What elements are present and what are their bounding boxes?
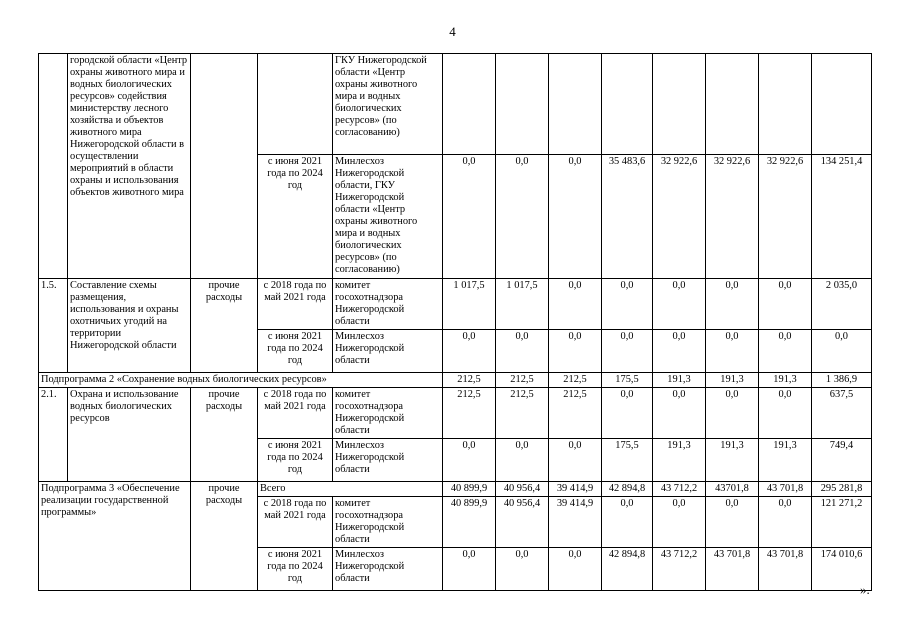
value-2020: 212,5 xyxy=(549,388,602,439)
program-table xyxy=(38,53,872,591)
value-2019: 0,0 xyxy=(496,330,549,373)
value-total: 1 386,9 xyxy=(812,373,872,388)
table-row xyxy=(39,482,872,497)
value-2020: 0,0 xyxy=(549,155,602,279)
period: с июня 2021 года по 2024 год xyxy=(258,330,333,373)
value-2018: 212,5 xyxy=(443,373,496,388)
executor: Минлесхоз Нижегородской области xyxy=(333,548,443,591)
value-2022: 43 712,2 xyxy=(653,482,706,497)
value-2020: 39 414,9 xyxy=(549,497,602,548)
subprogram-2-title: Подпрограмма 2 «Сохранение водных биологических ресурсов» xyxy=(39,373,443,388)
value-total: 749,4 xyxy=(812,439,872,482)
value-2024: 43 701,8 xyxy=(759,482,812,497)
executor: комитет госохотнадзора Нижегородской области xyxy=(333,279,443,330)
value-total: 637,5 xyxy=(812,388,872,439)
value-2023: 191,3 xyxy=(706,439,759,482)
value-2018: 0,0 xyxy=(443,155,496,279)
value-2020: 0,0 xyxy=(549,548,602,591)
value-total: 0,0 xyxy=(812,330,872,373)
period: с 2018 года по май 2021 года xyxy=(258,388,333,439)
value-total: 2 035,0 xyxy=(812,279,872,330)
value-2019: 40 956,4 xyxy=(496,482,549,497)
value-2018 xyxy=(443,54,496,155)
value-2018: 0,0 xyxy=(443,439,496,482)
value-2024 xyxy=(759,54,812,155)
table-row xyxy=(39,54,872,155)
value-2024: 0,0 xyxy=(759,388,812,439)
value-2023: 0,0 xyxy=(706,497,759,548)
value-2018: 40 899,9 xyxy=(443,482,496,497)
value-2020: 39 414,9 xyxy=(549,482,602,497)
table-row xyxy=(39,279,872,330)
value-2019: 212,5 xyxy=(496,373,549,388)
period: с 2018 года по май 2021 года xyxy=(258,279,333,330)
row-number: 1.5. xyxy=(39,279,68,373)
executor: Минлесхоз Нижегородской области xyxy=(333,330,443,373)
value-2018: 1 017,5 xyxy=(443,279,496,330)
value-2024: 0,0 xyxy=(759,279,812,330)
value-2024: 191,3 xyxy=(759,439,812,482)
value-2022: 191,3 xyxy=(653,373,706,388)
value-2021 xyxy=(602,54,653,155)
value-2024: 191,3 xyxy=(759,373,812,388)
value-2021: 0,0 xyxy=(602,497,653,548)
expense-type: прочие расходы xyxy=(191,482,258,591)
event-name: городской области «Центр охраны животного мира и водных биологических ресурсов» содействия министерству лесного хозяйства и объектов животного мира Нижегородской области в осуществлении мероприятий в области охраны и использования объектов животного мира xyxy=(68,54,191,279)
period: с 2018 года по май 2021 года xyxy=(258,497,333,548)
value-2018: 212,5 xyxy=(443,388,496,439)
value-2022: 191,3 xyxy=(653,439,706,482)
value-2022: 0,0 xyxy=(653,497,706,548)
value-2022: 0,0 xyxy=(653,330,706,373)
page-number: 4 xyxy=(449,24,456,39)
value-2023: 43 701,8 xyxy=(706,548,759,591)
value-2019: 0,0 xyxy=(496,439,549,482)
value-2019: 1 017,5 xyxy=(496,279,549,330)
executor: Минлесхоз Нижегородской области xyxy=(333,439,443,482)
closing-quote-mark: ». xyxy=(860,582,870,597)
value-2023: 43701,8 xyxy=(706,482,759,497)
row-number: 2.1. xyxy=(39,388,68,482)
value-total: 174 010,6 xyxy=(812,548,872,591)
value-2024: 0,0 xyxy=(759,330,812,373)
value-2021: 175,5 xyxy=(602,373,653,388)
value-2022 xyxy=(653,54,706,155)
row-number xyxy=(39,54,68,279)
value-total: 121 271,2 xyxy=(812,497,872,548)
period: с июня 2021 года по 2024 год xyxy=(258,155,333,279)
value-2020: 0,0 xyxy=(549,330,602,373)
value-2022: 0,0 xyxy=(653,388,706,439)
value-2018: 0,0 xyxy=(443,548,496,591)
value-2021: 42 894,8 xyxy=(602,548,653,591)
value-2019: 0,0 xyxy=(496,155,549,279)
value-2022: 32 922,6 xyxy=(653,155,706,279)
event-name: Охрана и использование водных биологических ресурсов xyxy=(68,388,191,482)
value-2020: 0,0 xyxy=(549,439,602,482)
value-2024: 43 701,8 xyxy=(759,548,812,591)
value-2021: 35 483,6 xyxy=(602,155,653,279)
expense-type xyxy=(191,54,258,279)
value-2021: 42 894,8 xyxy=(602,482,653,497)
subprogram-3-title: Подпрограмма 3 «Обеспечение реализации государственной программы» xyxy=(39,482,191,591)
value-2022: 43 712,2 xyxy=(653,548,706,591)
period: с июня 2021 года по 2024 год xyxy=(258,548,333,591)
event-name: Составление схемы размещения, использования и охраны охотничьих угодий на территории Нижегородской области xyxy=(68,279,191,373)
table-row xyxy=(39,388,872,439)
value-total: 295 281,8 xyxy=(812,482,872,497)
expense-type: прочие расходы xyxy=(191,279,258,373)
expense-type: прочие расходы xyxy=(191,388,258,482)
period: с июня 2021 года по 2024 год xyxy=(258,439,333,482)
value-2023 xyxy=(706,54,759,155)
value-total xyxy=(812,54,872,155)
value-2022: 0,0 xyxy=(653,279,706,330)
value-2019: 212,5 xyxy=(496,388,549,439)
value-2019: 0,0 xyxy=(496,548,549,591)
value-2023: 0,0 xyxy=(706,388,759,439)
value-2023: 191,3 xyxy=(706,373,759,388)
executor: Минлесхоз Нижегородской области, ГКУ Нижегородской области «Центр охраны животного мира и водных биологических ресурсов» (по согласованию) xyxy=(333,155,443,279)
executor: ГКУ Нижегородской области «Центр охраны животного мира и водных биологических ресурсов» (по согласованию) xyxy=(333,54,443,155)
value-2018: 0,0 xyxy=(443,330,496,373)
table-row xyxy=(39,373,872,388)
value-2021: 0,0 xyxy=(602,279,653,330)
executor: комитет госохотнадзора Нижегородской области xyxy=(333,497,443,548)
value-2021: 175,5 xyxy=(602,439,653,482)
value-2023: 0,0 xyxy=(706,330,759,373)
value-2020 xyxy=(549,54,602,155)
period xyxy=(258,54,333,155)
value-2023: 0,0 xyxy=(706,279,759,330)
value-2024: 0,0 xyxy=(759,497,812,548)
value-2019 xyxy=(496,54,549,155)
executor: комитет госохотнадзора Нижегородской области xyxy=(333,388,443,439)
value-2019: 40 956,4 xyxy=(496,497,549,548)
value-total: 134 251,4 xyxy=(812,155,872,279)
value-2020: 0,0 xyxy=(549,279,602,330)
value-2018: 40 899,9 xyxy=(443,497,496,548)
value-2024: 32 922,6 xyxy=(759,155,812,279)
value-2020: 212,5 xyxy=(549,373,602,388)
value-2023: 32 922,6 xyxy=(706,155,759,279)
total-label: Всего xyxy=(258,482,443,497)
value-2021: 0,0 xyxy=(602,330,653,373)
value-2021: 0,0 xyxy=(602,388,653,439)
